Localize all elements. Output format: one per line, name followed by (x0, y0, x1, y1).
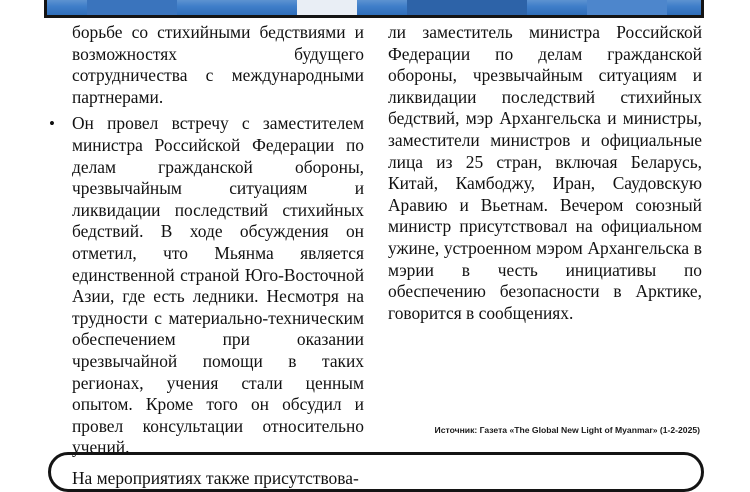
left-column (48, 22, 364, 489)
photo-region (297, 0, 357, 15)
bullet-icon: • (49, 114, 55, 134)
photo-region (407, 0, 527, 15)
photo-strip (44, 0, 704, 18)
right-column (388, 22, 702, 324)
photo-region (587, 0, 667, 15)
bullet-list-item (48, 113, 364, 459)
continued-paragraph: борьбе со стихийными бедствиями и возможностях будущего сотрудничества с международными партнерами. (72, 22, 364, 107)
photo-region (87, 0, 177, 15)
source-citation: Источник: Газета «The Global New Light of Myanmar» (1-2-2025) (434, 425, 700, 435)
body-paragraph: На мероприятиях также присутствова- (72, 467, 359, 488)
bottom-frame (48, 452, 704, 492)
bullet-paragraph: Он провел встречу с заместителем министра Российской Федерации по делам гражданской обороны, чрезвычайным ситуациям и ликвидации последствий стихийных бедствий. В ходе обсуждения он отметил, что Мьянма является единственной страной Юго-Восточной Азии, где есть ледники. Несмотря на трудности с материально-техническим обеспечением при оказании чрезвычайной помощи в таких регионах, учения стали ценным опытом. Кроме того он обсудил и провел консультации относительно учений. (72, 113, 364, 458)
body-paragraph-continued: ли заместитель министра Российской Федерации по делам гражданской обороны, чрезвычайным ситуациям и ликвидации последствий стихийных бедствий, мэр Архангельска и министры, заместители министров и официальные лица из 25 стран, включая Беларусь, Китай, Камбоджу, Иран, Саудовскую Аравию и Вьетнам. Вечером союзный министр присутствовал на официальном ужине, устроенном мэром Архангельска в мэрии в честь инициативы по обеспечению безопасности в Арктике, говорится в сообщениях. (388, 22, 702, 323)
